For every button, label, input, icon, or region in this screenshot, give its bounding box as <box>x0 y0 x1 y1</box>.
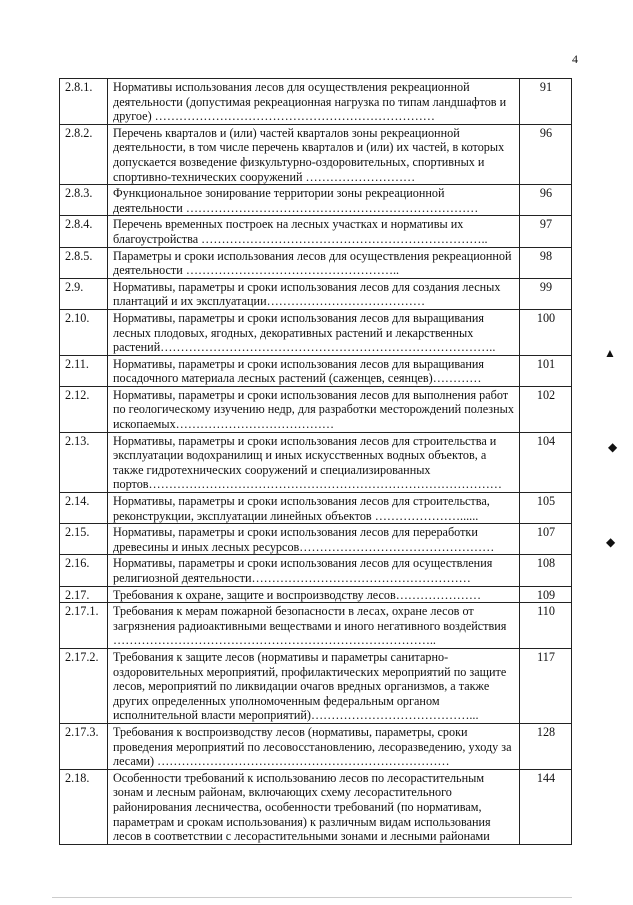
page-reference: 110 <box>520 603 572 649</box>
section-number: 2.8.3. <box>60 185 108 216</box>
page-reference: 109 <box>520 586 572 603</box>
table-row <box>60 603 572 649</box>
section-title: Нормативы, параметры и сроки использования лесов для строительства и эксплуатации водохранилищ и иных искусственных водных объектов, а также гидротехнических сооружений и специализированных портов…………………………………………………………………………… <box>108 432 520 492</box>
table-row <box>60 278 572 309</box>
section-title: Требования к мерам пожарной безопасности в лесах, охране лесов от загрязнения радиоактивными веществами и иного негативного воздействия …………………………………………………………………….. <box>108 603 520 649</box>
section-number: 2.15. <box>60 524 108 555</box>
table-row <box>60 247 572 278</box>
page-reference: 96 <box>520 185 572 216</box>
section-number: 2.8.2. <box>60 124 108 184</box>
section-number: 2.17.1. <box>60 603 108 649</box>
page-reference: 100 <box>520 309 572 355</box>
page-reference: 104 <box>520 432 572 492</box>
section-number: 2.8.5. <box>60 247 108 278</box>
section-title: Параметры и сроки использования лесов для осуществления рекреационной деятельности …………………………………………….. <box>108 247 520 278</box>
section-title: Нормативы, параметры и сроки использования лесов для строительства, реконструкции, эксплуатации линейных объектов …………………...... <box>108 493 520 524</box>
margin-mark: ◆ <box>606 535 616 549</box>
page-reference: 91 <box>520 79 572 125</box>
section-number: 2.10. <box>60 309 108 355</box>
table-row <box>60 432 572 492</box>
section-title: Требования к охране, защите и воспроизводству лесов………………… <box>108 586 520 603</box>
table-row <box>60 216 572 247</box>
section-title: Особенности требований к использованию лесов по лесорастительным зонам и лесным районам, включающих схему лесорастительного районирования лесничества, особенности требований (по нормативам, параметрам и срокам использования) к различным видам использования лесов в соответствии с лесорастительными зонами и лесными районами <box>108 769 520 844</box>
margin-mark: ◆ <box>608 440 618 454</box>
section-title: Нормативы, параметры и сроки использования лесов для осуществления религиозной деятельности……………………………………………… <box>108 555 520 586</box>
section-number: 2.11. <box>60 355 108 386</box>
page-reference: 99 <box>520 278 572 309</box>
section-number: 2.17.3. <box>60 723 108 769</box>
table-row <box>60 524 572 555</box>
page-reference: 98 <box>520 247 572 278</box>
section-title: Нормативы, параметры и сроки использования лесов для выполнения работ по геологическому изучению недр, для разработки месторождений полезных ископаемых………………………………… <box>108 386 520 432</box>
table-row <box>60 185 572 216</box>
table-row <box>60 493 572 524</box>
bottom-rule <box>52 897 572 898</box>
page-reference: 96 <box>520 124 572 184</box>
section-number: 2.12. <box>60 386 108 432</box>
section-number: 2.18. <box>60 769 108 844</box>
table-row <box>60 355 572 386</box>
table-row <box>60 124 572 184</box>
section-title: Нормативы, параметры и сроки использования лесов для создания лесных плантаций и их эксплуатации………………………………… <box>108 278 520 309</box>
section-title: Нормативы, параметры и сроки использования лесов для переработки древесины и иных лесных ресурсов………………………………………… <box>108 524 520 555</box>
section-number: 2.17.2. <box>60 648 108 723</box>
section-number: 2.13. <box>60 432 108 492</box>
toc-body <box>60 79 572 845</box>
page-reference: 117 <box>520 648 572 723</box>
section-number: 2.17. <box>60 586 108 603</box>
section-title: Перечень кварталов и (или) частей кварталов зоны рекреационной деятельности, в том числе перечень кварталов и (или) их частей, в которых допускается возведение физкультурно-оздоровительных, спортивных и спортивно-технических сооружений ……………………… <box>108 124 520 184</box>
page-reference: 101 <box>520 355 572 386</box>
page-number: 4 <box>572 52 578 66</box>
page-reference: 102 <box>520 386 572 432</box>
page-reference: 97 <box>520 216 572 247</box>
page-reference: 144 <box>520 769 572 844</box>
table-row <box>60 769 572 844</box>
section-title: Требования к воспроизводству лесов (нормативы, параметры, сроки проведения мероприятий по лесовосстановлению, лесоразведению, уходу за лесами) ……………………………………………………………… <box>108 723 520 769</box>
page-reference: 107 <box>520 524 572 555</box>
section-title: Нормативы, параметры и сроки использования лесов для выращивания посадочного материала лесных растений (саженцев, сеянцев)………… <box>108 355 520 386</box>
section-number: 2.8.1. <box>60 79 108 125</box>
table-row <box>60 586 572 603</box>
page-reference: 108 <box>520 555 572 586</box>
margin-mark: ▲ <box>604 346 616 360</box>
section-title: Функциональное зонирование территории зоны рекреационной деятельности ……………………………………………………………… <box>108 185 520 216</box>
section-number: 2.16. <box>60 555 108 586</box>
page-reference: 128 <box>520 723 572 769</box>
table-row <box>60 79 572 125</box>
section-number: 2.14. <box>60 493 108 524</box>
table-row <box>60 309 572 355</box>
table-row <box>60 723 572 769</box>
section-title: Требования к защите лесов (нормативы и параметры санитарно-оздоровительных мероприятий, профилактических мероприятий по защите лесов, мероприятий по ликвидации очагов вредных организмов, а также других определенных уполномоченным федеральным органом исполнительной власти мероприятий)…………………………………... <box>108 648 520 723</box>
table-row <box>60 386 572 432</box>
section-title: Нормативы использования лесов для осуществления рекреационной деятельности (допустимая рекреационная нагрузка по типам ландшафтов и другое) …………………………………………………………… <box>108 79 520 125</box>
page-reference: 105 <box>520 493 572 524</box>
section-title: Нормативы, параметры и сроки использования лесов для выращивания лесных плодовых, ягодных, декоративных растений и лекарственных растений……………………………………………………………………….. <box>108 309 520 355</box>
table-of-contents <box>59 78 572 845</box>
section-number: 2.8.4. <box>60 216 108 247</box>
section-title: Перечень временных построек на лесных участках и нормативы их благоустройства …………………………………………………………….. <box>108 216 520 247</box>
table-row <box>60 555 572 586</box>
table-row <box>60 648 572 723</box>
section-number: 2.9. <box>60 278 108 309</box>
